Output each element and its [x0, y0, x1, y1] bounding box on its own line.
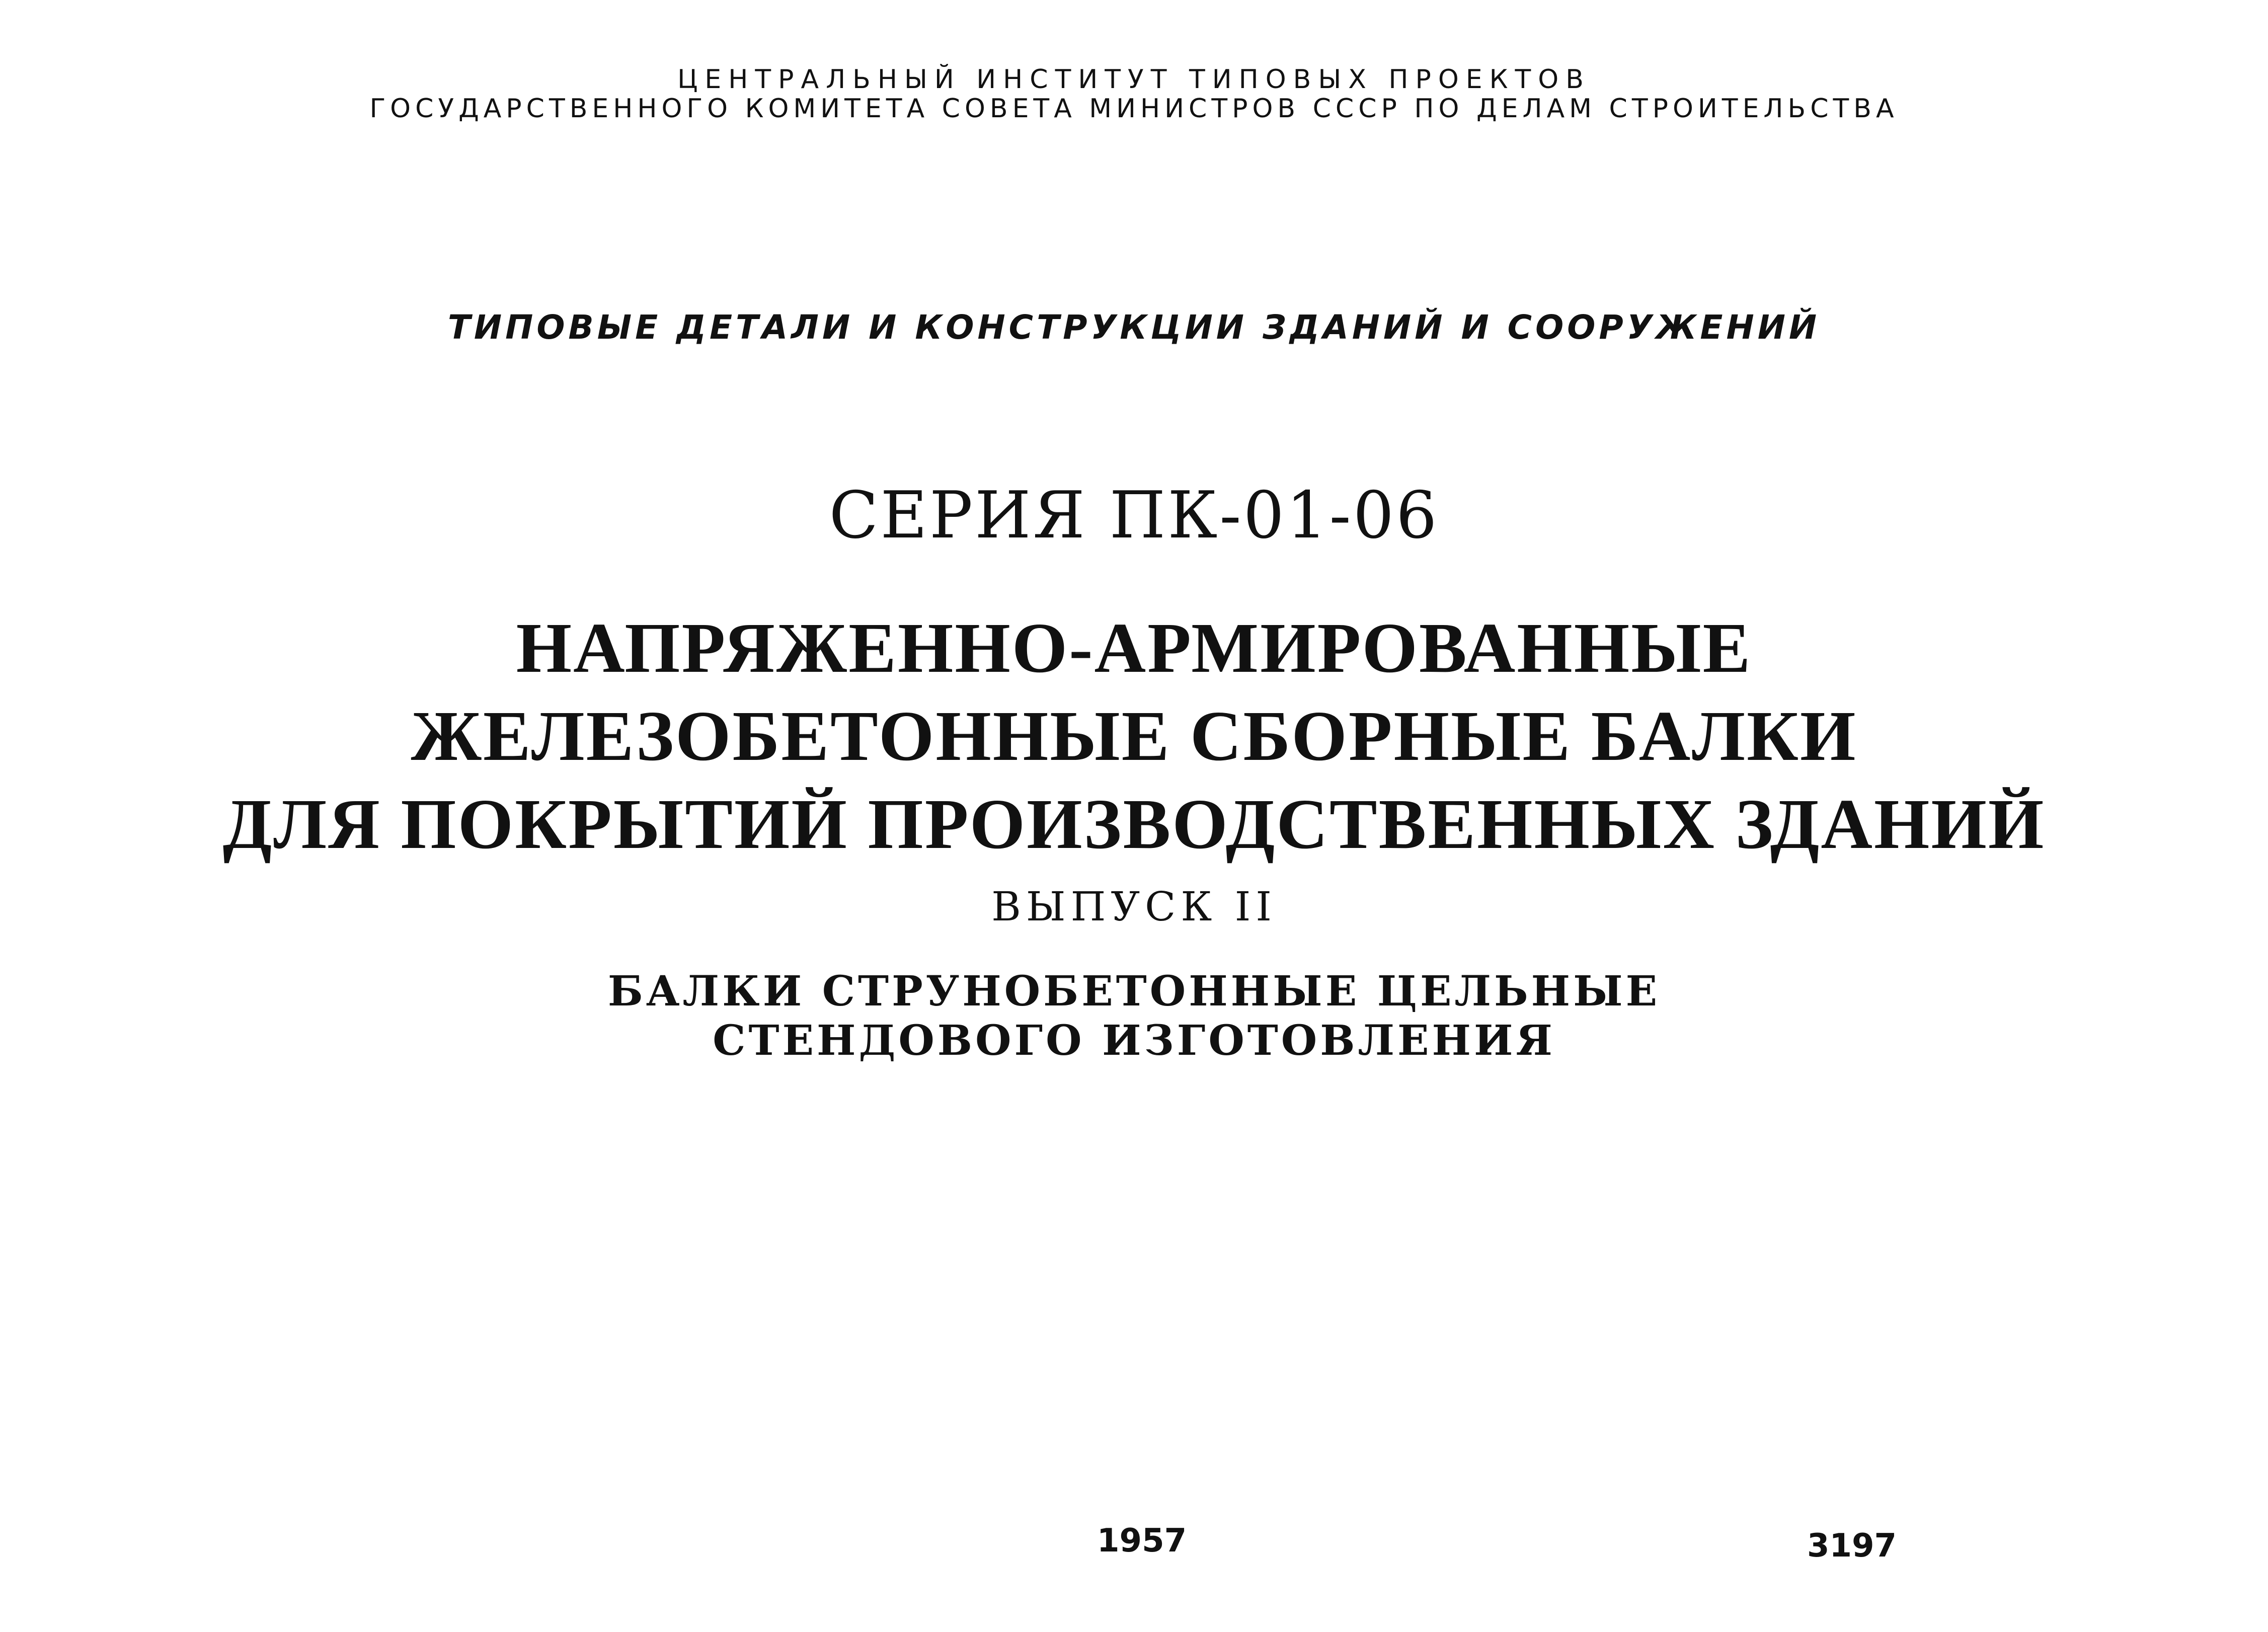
subtitle-line-2: СТЕНДОВОГО ИЗГОТОВЛЕНИЯ: [713, 1017, 1555, 1065]
header-committee: ГОСУДАРСТВЕННОГО КОМИТЕТА СОВЕТА МИНИСТРОВ СССР ПО ДЕЛАМ СТРОИТЕЛЬСТВА: [369, 94, 1899, 124]
subtitle-line-1: БАЛКИ СТРУНОБЕТОННЫЕ ЦЕЛЬНЫЕ: [607, 967, 1661, 1016]
document-number: 3197: [1807, 1527, 1897, 1565]
main-title-line-1: НАПРЯЖЕННО-АРМИРОВАННЫЕ: [516, 608, 1752, 687]
publication-year: 1957: [1097, 1522, 1187, 1560]
series-title: СЕРИЯ ПК-01-06: [829, 478, 1439, 553]
main-title-line-2: ЖЕЛЕЗОБЕТОННЫЕ СБОРНЫЕ БАЛКИ: [411, 696, 1857, 775]
collection-title: ТИПОВЫЕ ДЕТАЛИ И КОНСТРУКЦИИ ЗДАНИЙ И СООРУЖЕНИЙ: [447, 308, 1821, 347]
header-institute: ЦЕНТРАЛЬНЫЙ ИНСТИТУТ ТИПОВЫХ ПРОЕКТОВ: [677, 64, 1591, 95]
issue-label: ВЫПУСК II: [991, 883, 1277, 930]
main-title-line-3: ДЛЯ ПОКРЫТИЙ ПРОИЗВОДСТВЕННЫХ ЗДАНИЙ: [222, 784, 2046, 864]
